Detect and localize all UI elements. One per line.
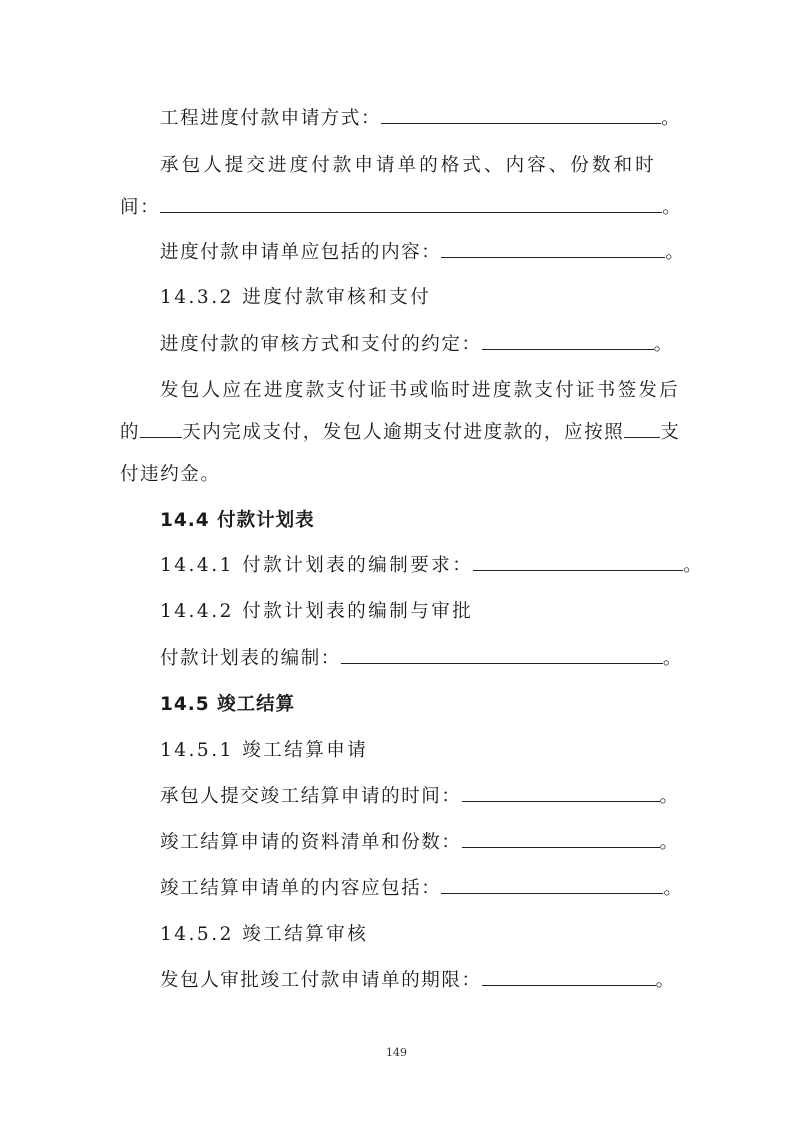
section-14-4-heading <box>160 508 315 534</box>
line-label: 承包人提交进度付款申请单的格式、内容、份数和时 <box>160 155 657 176</box>
period: 。 <box>683 555 705 576</box>
line-label: 14.4.1 付款计划表的编制要求： <box>160 555 474 576</box>
section-14-3-2-heading <box>160 285 431 311</box>
line-label: 进度付款的审核方式和支付的约定： <box>160 334 482 355</box>
application-format-line <box>160 153 657 179</box>
payment-deadline-line <box>160 378 680 404</box>
section-heading: 14.4.2 付款计划表的编制与审批 <box>160 601 474 622</box>
section-14-5-2-heading <box>160 922 368 948</box>
blank-field <box>341 647 663 664</box>
section-heading: 14.5 竣工结算 <box>160 694 296 715</box>
settlement-content-line <box>160 876 684 902</box>
period: 。 <box>662 648 684 669</box>
line-label: 天内完成支付，发包人逾期支付进度款的，应按照 <box>182 422 625 443</box>
application-format-line-cont <box>120 195 682 221</box>
settlement-documents-line <box>160 830 680 856</box>
schedule-preparation-line <box>160 646 683 672</box>
line-label: 发包人应在进度款支付证书或临时进度款支付证书签发后 <box>160 380 681 401</box>
period: 。 <box>662 197 683 218</box>
section-heading: 14.4 付款计划表 <box>160 510 315 531</box>
blank-field <box>160 196 662 213</box>
review-payment-line <box>160 332 674 358</box>
line-label: 工程进度付款申请方式： <box>160 108 382 129</box>
section-14-5-1-heading <box>160 738 368 764</box>
period: 。 <box>653 334 674 355</box>
line-label: 的 <box>120 422 141 443</box>
settlement-time-line <box>160 784 680 810</box>
blank-field <box>482 969 656 986</box>
days-blank <box>140 421 182 438</box>
period: 。 <box>659 786 680 807</box>
blank-field <box>482 333 654 350</box>
line-label: 竣工结算申请单的内容应包括： <box>160 878 442 899</box>
period: 。 <box>659 832 680 853</box>
line-label: 承包人提交竣工结算申请的时间： <box>160 786 462 807</box>
section-heading: 14.3.2 进度付款审核和支付 <box>160 287 432 308</box>
page-number: 149 <box>386 1046 407 1059</box>
period: 。 <box>663 878 684 899</box>
period: 。 <box>661 108 682 129</box>
section-heading: 14.5.1 竣工结算申请 <box>160 740 369 761</box>
line-label: 发包人审批竣工付款申请单的期限： <box>160 970 482 991</box>
payment-deadline-line-cont <box>120 420 680 446</box>
schedule-requirements-line <box>160 553 704 579</box>
blank-field <box>462 831 660 848</box>
section-14-5-heading <box>160 692 295 718</box>
line-label: 进度付款申请单应包括的内容： <box>160 242 442 263</box>
approval-period-line <box>160 968 676 994</box>
progress-payment-method-line <box>160 106 681 132</box>
section-heading: 14.5.2 竣工结算审核 <box>160 924 369 945</box>
period: 。 <box>655 970 676 991</box>
blank-field <box>462 785 660 802</box>
blank-field <box>473 554 683 571</box>
blank-field <box>381 107 661 124</box>
line-label: 间： <box>120 197 161 218</box>
blank-field <box>441 241 665 258</box>
line-label: 支 <box>660 422 681 443</box>
penalty-line <box>120 462 221 488</box>
section-14-4-2-heading <box>160 599 473 625</box>
line-label: 竣工结算申请的资料清单和份数： <box>160 832 462 853</box>
line-label: 付违约金。 <box>120 464 221 485</box>
blank-field <box>441 877 663 894</box>
period: 。 <box>665 242 686 263</box>
penalty-blank <box>624 421 660 438</box>
application-content-line <box>160 240 686 266</box>
line-label: 付款计划表的编制： <box>160 648 341 669</box>
